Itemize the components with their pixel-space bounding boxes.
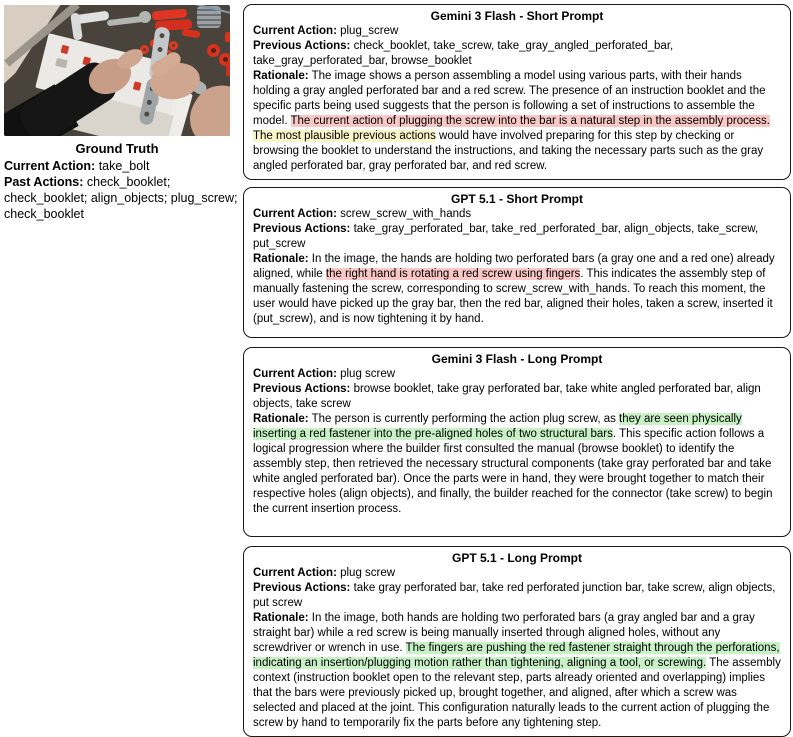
past-actions-value: check_booklet; check_booklet; align_objects; plug_screw; check_booklet (4, 175, 238, 221)
previous-actions-label: Previous Actions: (253, 582, 351, 594)
current-action-label: Current Action: (253, 25, 337, 37)
box-previous-actions (253, 39, 781, 69)
previous-actions-value: take gray perforated bar, take red perforated junction bar, take screw, align objects, put screw (253, 582, 776, 609)
previous-actions-value: browse booklet, take gray perforated bar, take white angled perforated bar, align objects, take screw (253, 383, 761, 410)
result-box-gpt51-short-prompt (243, 187, 791, 338)
previous-actions-label: Previous Actions: (253, 223, 351, 235)
rationale-segment: would have involved preparing for this step by checking or browsing the booklet to understand the instructions, and taking the necessary parts such as the gray angled perforated bar, gray perforated bar, and red screw. (253, 130, 764, 172)
rationale-text (253, 413, 772, 515)
result-box-gpt51-long-prompt (243, 546, 791, 737)
rationale-label: Rationale: (253, 253, 309, 265)
previous-actions-label: Previous Actions: (253, 40, 351, 52)
box-previous-actions (253, 581, 781, 611)
current-action-label: Current Action: (4, 159, 96, 173)
box-current-action (253, 367, 781, 382)
current-action-value: take_bolt (98, 159, 150, 173)
rationale-segment: . This specific action follows a logical progression where the builder first consulted the manual (browse booklet) to identify the assembly step, then retrieved the necessary structural components (take gray perforated bar and take white angled perforated bar). Once the parts were in hand, they were brought together to match their respective holes (align objects), and finally, the builder reached for the connector (take screw) to begin the current insertion process. (253, 428, 773, 515)
photo-bar-hole (157, 47, 163, 53)
box-current-action (253, 207, 781, 222)
result-box-gemini3-flash-short-prompt (243, 4, 791, 180)
photo-bar-hole (146, 99, 152, 105)
previous-actions-value: check_booklet, take_screw, take_gray_angled_perforated_bar, take_gray_perforated_bar, browse_booklet (253, 40, 674, 67)
rationale-label: Rationale: (253, 413, 309, 425)
rationale-segment: . This indicates the assembly step of manually fastening the screw, corresponding to screw_screw_with_hands. To reach this moment, the user would have picked up the gray bar, then the red bar, aligned their holes, taken a screw, inserted it (put_screw), and is now tightening it by hand. (253, 268, 773, 325)
ground-truth-photo (4, 5, 230, 136)
box-title: GPT 5.1 - Long Prompt (451, 551, 582, 565)
current-action-label: Current Action: (253, 368, 337, 380)
rationale-segment: The image shows a person assembling a model using various parts, with their hands holding a gray angled perforated bar and a red screw. The presence of an instruction booklet and the specific parts being used suggests that the person is following a set of instructions to assemble the model. (253, 70, 766, 127)
current-action-label: Current Action: (253, 567, 337, 579)
rationale-text (253, 612, 781, 729)
rationale-label: Rationale: (253, 70, 309, 82)
current-action-value: plug_screw (340, 25, 399, 37)
rationale-segment: The person is currently performing the action plug screw, as (311, 413, 620, 425)
past-actions-label: Past Actions: (4, 175, 84, 189)
photo-red-ring (169, 41, 178, 50)
rationale-segment: The current action of plugging the screw into the bar is a natural step in the assembly process. (290, 115, 770, 127)
box-rationale (253, 252, 781, 327)
box-previous-actions (253, 382, 781, 412)
box-title: Gemini 3 Flash - Short Prompt (430, 9, 604, 23)
result-box-gemini3-flash-long-prompt (243, 347, 791, 537)
rationale-segment: The assembly context (instruction booklet open to the relevant step, parts already oriented and overlapping) implies that the bars were previously picked up, brought together, and aligned, after which a screw was selected and placed at the joint. This configuration naturally leads to the current action of plugging the screw by hand to temporarily fix the parts before any tightening step. (253, 657, 781, 729)
box-title: GPT 5.1 - Short Prompt (450, 192, 583, 206)
photo-bar-hole (144, 111, 150, 117)
box-rationale (253, 611, 781, 731)
rationale-text (253, 253, 775, 325)
box-rationale (253, 69, 781, 174)
ground-truth-title: Ground Truth (75, 141, 159, 156)
current-action-value: screw_screw_with_hands (340, 208, 472, 220)
rationale-segment: In the image, the hands are holding two perforated bars (a gray one and a red one) already aligned, while (253, 253, 775, 280)
rationale-label: Rationale: (253, 612, 309, 624)
box-current-action (253, 24, 781, 39)
previous-actions-value: take_gray_perforated_bar, take_red_perforated_bar, align_objects, take_screw, put_screw (253, 223, 759, 250)
previous-actions-label: Previous Actions: (253, 383, 351, 395)
box-previous-actions (253, 222, 781, 252)
rationale-segment: In the image, both hands are holding two perforated bars (a gray angled bar and a gray straight bar) while a red screw is being manually inserted through aligned holes, without any screwdriver or wrench in use. (253, 612, 755, 654)
rationale-segment: The most plausible previous actions (253, 130, 436, 142)
photo-red-piece (226, 61, 230, 76)
rationale-segment: The fingers are pushing the red fastener straight through the perforations, indicating an insertion/plugging motion rather than tightening, aligning a tool, or screwing. (253, 642, 780, 669)
photo-bar-hole (159, 33, 165, 39)
photo-red-cylinder (225, 32, 230, 42)
box-current-action (253, 566, 781, 581)
current-action-label: Current Action: (253, 208, 337, 220)
ground-truth-actions (4, 158, 238, 222)
box-title: Gemini 3 Flash - Long Prompt (431, 352, 603, 366)
photo-wrench (139, 11, 151, 23)
rationale-segment: the right hand is rotating a red screw using fingers (325, 268, 581, 280)
current-action-value: plug screw (340, 368, 396, 380)
rationale-text (253, 70, 770, 172)
photo-booklet-diagram (55, 58, 68, 68)
photo-red-wheel (207, 44, 220, 57)
photo-booklet-diagram (60, 45, 69, 54)
photo-booklet-diagram (133, 81, 142, 90)
rationale-segment: they are seen physically inserting a red fastener into the pre-aligned holes of two structural bars (253, 413, 742, 440)
ground-truth-panel (4, 5, 238, 222)
current-action-value: plug screw (340, 567, 396, 579)
photo-red-bar (182, 29, 201, 38)
box-rationale (253, 412, 781, 517)
